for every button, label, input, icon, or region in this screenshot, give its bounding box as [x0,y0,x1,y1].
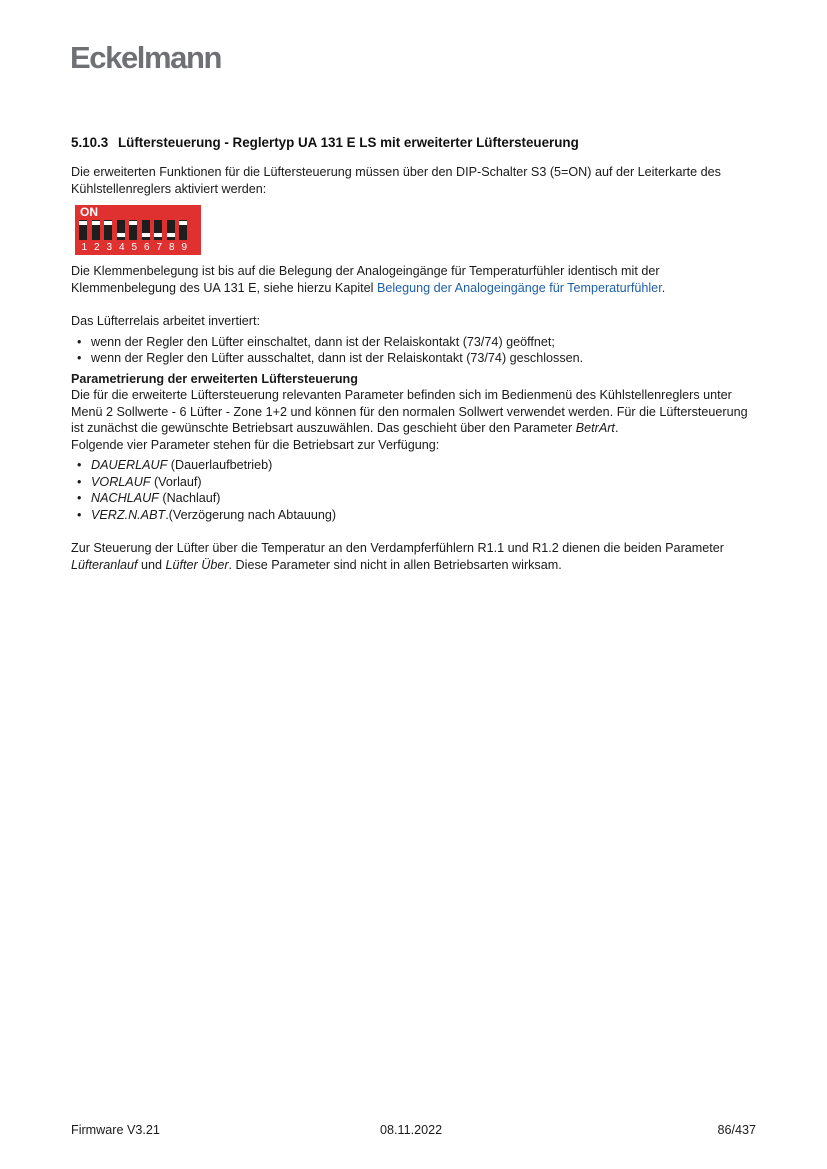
dip-switch-knob [129,221,137,225]
closing-paragraph: Zur Steuerung der Lüfter über die Temperatur an den Verdampferfühlern R1.1 und R1.2 dienen die beiden Parameter Lüfteranlauf und Lüfter Über. Diese Parameter sind nicht in allen Betriebsarten wirksam. [71,541,724,572]
list-item: • VERZ.N.ABT.(Verzögerung nach Abtauung) [77,507,337,522]
dip-switch-knob [117,233,125,237]
section-number: 5.10.3 [71,135,109,150]
dip-switch-knob [92,221,100,225]
modes-intro: Folgende vier Parameter stehen für die Betriebsart zur Verfügung: [71,437,440,452]
company-logo: Eckelmann [70,40,222,75]
param-luefter-ueber: Lüfter Über [165,557,229,572]
dip-switch-8 [167,220,175,240]
dip-switch-knob [154,233,162,237]
relais-list [71,334,761,367]
dip-number-label: 4 [118,242,125,253]
dip-switch-knob [79,221,87,225]
dip-switch-1 [79,220,87,240]
dip-on-label: ON [80,205,98,219]
dip-number-label: 5 [131,242,138,253]
page-footer [71,1123,756,1139]
page-content [71,135,761,573]
intro-paragraph: Die erweiterten Funktionen für die Lüftersteuerung müssen über den DIP-Schalter S3 (5=ON) auf der Leiterkarte des Kühlstellenreglers aktiviert werden: [71,165,721,196]
section-heading [71,135,761,150]
chapter-link[interactable]: Belegung der Analogeingänge für Temperaturfühler [376,280,662,295]
param-text: Die für die erweiterte Lüftersteuerung relevanten Parameter befinden sich im Bedienmenü des Kühlstellenreglers unter Menü 2 Sollwerte - 6 Lüfter - Zone 1+2 und können für den normalen Sollwert verwendet werden. Für die Lüftersteuerung ist zunächst die gewünschte Betriebsart auszuwählen. Das geschieht über den Parameter [71,388,748,435]
footer-firmware: Firmware V3.21 [71,1123,160,1137]
dip-number-row [78,242,191,253]
param-heading: Parametrierung der erweiterten Lüftersteuerung [71,371,358,386]
param-paragraph: Die für die erweiterte Lüftersteuerung relevanten Parameter befinden sich im Bedienmenü des Kühlstellenreglers unter Menü 2 Sollwerte - 6 Lüfter - Zone 1+2 und können für den normalen Sollwert verwendet werden. Für die Lüftersteuerung ist zunächst die gewünschte Betriebsart auszuwählen. Das geschieht über den Parameter BetrArt. [71,388,748,435]
dip-switch-knob [179,221,187,225]
dip-switch-2 [92,220,100,240]
dip-switch-knob [104,221,112,225]
list-item: • DAUERLAUF (Dauerlaufbetrieb) [77,458,273,472]
dip-switch-5 [129,220,137,240]
list-item: • NACHLAUF (Nachlauf) [77,491,221,505]
dip-switch-row [79,220,192,240]
dip-switch-knob [167,233,175,237]
relais-paragraph: Das Lüfterrelais arbeitet invertiert: [71,314,260,328]
dip-number-label: 2 [93,242,100,253]
dip-switch-knob [142,233,150,237]
list-item: • wenn der Regler den Lüfter ausschaltet, dann ist der Relaiskontakt (73/74) geschlossen. [77,351,584,365]
param-betrart: BetrArt [575,421,615,435]
list-item: • VORLAUF (Vorlauf) [77,474,202,489]
dip-switch-6 [142,220,150,240]
klemmen-text: Die Klemmenbelegung ist bis auf die Belegung der Analogeingänge für Temperaturfühler identisch mit der Klemmenbelegung des UA 131 E, siehe hierzu Kapitel [71,264,660,295]
dip-switch-9 [179,220,187,240]
dip-number-label: 1 [81,242,88,253]
footer-page-number: 86/437 [717,1123,756,1137]
dip-switch-3 [104,220,112,240]
klemmen-paragraph [71,263,761,296]
dip-number-label: 6 [143,242,150,253]
dip-switch-image [75,205,201,255]
klemmen-suffix: . [661,280,666,295]
footer-date: 08.11.2022 [380,1123,443,1137]
modes-list [71,457,761,523]
dip-switch-4 [117,220,125,240]
section-title: Lüftersteuerung - Reglertyp UA 131 E LS mit erweiterter Lüftersteuerung [117,135,579,150]
dip-number-label: 8 [168,242,175,253]
dip-switch-7 [154,220,162,240]
dip-number-label: 7 [156,242,163,253]
dip-number-label: 9 [181,242,188,253]
dip-number-label: 3 [106,242,113,253]
list-item: • wenn der Regler den Lüfter einschaltet, dann ist der Relaiskontakt (73/74) geöffnet; [77,334,555,349]
param-luefteranlauf: Lüfteranlauf [71,557,138,572]
